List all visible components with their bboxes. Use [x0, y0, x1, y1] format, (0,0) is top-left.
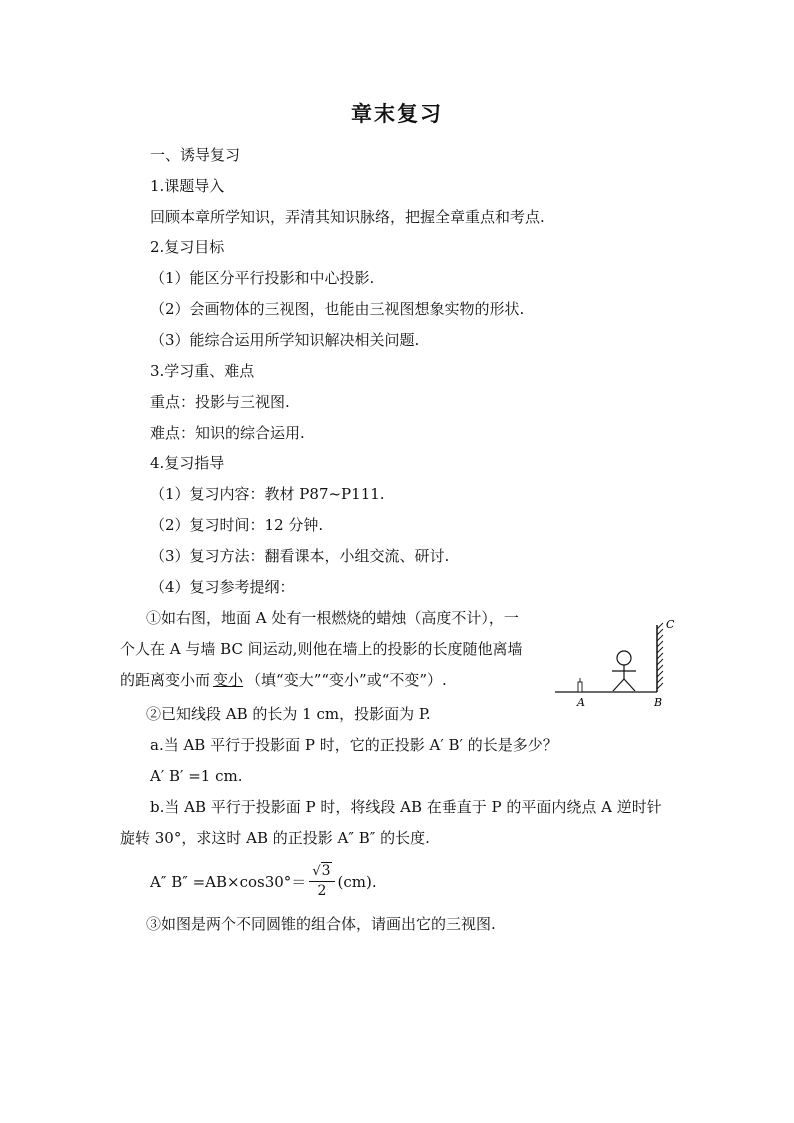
q2-b-answer-post: (cm). [337, 873, 377, 891]
q2-a-question: a.当 AB 平行于投影面 P 时，它的正投影 A′ B′ 的长是多少？ [150, 736, 558, 754]
item2-heading: 2.复习目标 [150, 238, 225, 256]
guide-item: （1）复习内容：教材 P87~P111. [150, 485, 385, 503]
candle [578, 682, 582, 692]
goal-item: （3）能综合运用所学知识解决相关问题. [150, 331, 420, 349]
sqrt3-over-2-fraction [309, 862, 334, 900]
key-point: 重点：投影与三视图. [150, 393, 290, 411]
q1-answer-blank: 变小 [213, 671, 244, 689]
q2-b-question-line1: b.当 AB 平行于投影面 P 时，将线段 AB 在垂直于 P 的平面内绕点 A 逆时针 [150, 798, 662, 816]
q1-line3-pre: 的距离变小而 [120, 671, 211, 689]
page-title: 章末复习 [351, 101, 443, 126]
figure-label-c: C [666, 618, 675, 631]
sqrt-icon: √ [312, 864, 321, 879]
q1-line3 [120, 670, 447, 690]
q3-text: ③如图是两个不同圆锥的组合体，请画出它的三视图. [146, 915, 496, 933]
item1-heading: 1.课题导入 [150, 177, 225, 195]
goal-item: （1）能区分平行投影和中心投影. [150, 269, 375, 287]
fraction-numerator: 3 [321, 863, 331, 879]
figure-label-b: B [654, 696, 663, 709]
item4-heading: 4.复习指导 [150, 454, 225, 472]
shadow-figure [550, 615, 680, 710]
difficult-point: 难点：知识的综合运用. [150, 424, 305, 442]
q2-b-answer [150, 860, 377, 904]
q2-b-answer-pre: A″ B″ =AB×cos30°＝ [150, 873, 307, 891]
q2-a-answer: A′ B′ =1 cm. [150, 767, 243, 785]
goal-item: （2）会画物体的三视图，也能由三视图想象实物的形状. [150, 300, 525, 318]
item1-text: 回顾本章所学知识，弄清其知识脉络，把握全章重点和考点. [150, 208, 545, 226]
person-figure [612, 651, 636, 691]
section-heading: 一、诱导复习 [150, 146, 241, 164]
q2-intro: ②已知线段 AB 的长为 1 cm，投影面为 P. [146, 705, 431, 723]
q2-b-question-line2: 旋转 30°，求这时 AB 的正投影 A″ B″ 的长度. [120, 829, 430, 847]
guide-item: （3）复习方法：翻看课本，小组交流、研讨. [150, 547, 450, 565]
guide-item: （2）复习时间：12 分钟. [150, 516, 324, 534]
figure-label-a: A [577, 696, 585, 709]
q1-line1: ①如右图，地面 A 处有一根燃烧的蜡烛（高度不计），一 [146, 609, 519, 627]
guide-item: （4）复习参考提纲： [150, 578, 295, 596]
fraction-denominator: 2 [317, 883, 327, 899]
q1-line3-post: （填“变大”“变小”或“不变”）. [246, 671, 447, 689]
q1-line2: 个人在 A 与墙 BC 间运动,则他在墙上的投影的长度随他离墙 [120, 640, 523, 658]
wall-hatching [657, 623, 663, 689]
item3-heading: 3.学习重、难点 [150, 362, 255, 380]
